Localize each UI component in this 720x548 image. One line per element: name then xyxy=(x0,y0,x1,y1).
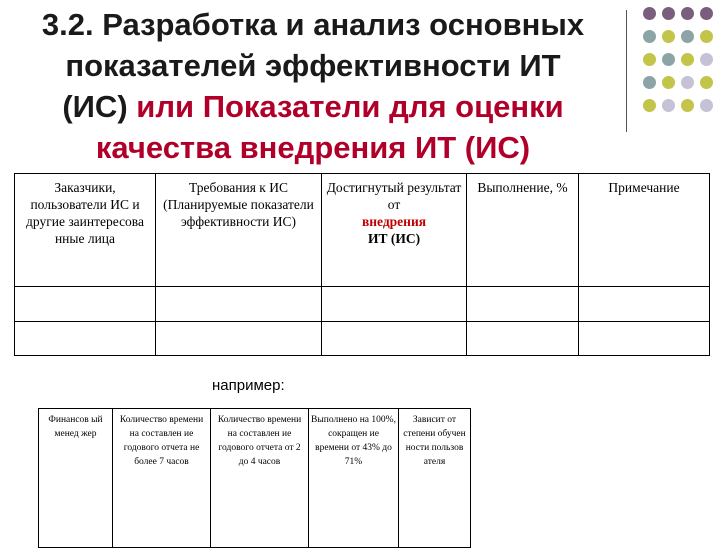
example-requirement: Количество времени на составлен ие годового отчета не более 7 часов xyxy=(113,409,211,548)
decorative-dot xyxy=(643,99,656,112)
decorative-dot xyxy=(662,99,675,112)
title-line-4: качества внедрения ИТ (ИС) xyxy=(95,130,531,165)
header-result-red-word: внедрения xyxy=(361,214,427,229)
title-line-3 xyxy=(8,86,618,127)
example-table xyxy=(38,408,471,548)
header-notes: Примечание xyxy=(579,174,710,287)
empty-row-2 xyxy=(15,321,710,356)
decorative-dot xyxy=(700,7,713,20)
title-line-3-red: или Показатели для оценки xyxy=(127,89,564,124)
example-result: Количество времени на составлен ие годового отчета от 2 до 4 часов xyxy=(211,409,309,548)
decorative-dot xyxy=(662,76,675,89)
slide-title xyxy=(8,4,618,168)
decorative-dot xyxy=(700,99,713,112)
decorative-dot xyxy=(681,7,694,20)
title-divider xyxy=(626,10,627,132)
example-row xyxy=(39,409,471,548)
decorative-dot xyxy=(643,76,656,89)
header-result: Достигнутый результат от внедрения ИТ (ИС) xyxy=(322,174,467,287)
decorative-dot xyxy=(662,53,675,66)
decorative-dot xyxy=(700,76,713,89)
decorative-dot xyxy=(700,53,713,66)
header-completion: Выполнение, % xyxy=(467,174,579,287)
title-line-2: показателей эффективности ИТ xyxy=(65,48,561,83)
example-completion: Выполнено на 100%, сокращен ие времени от 43% до 71% xyxy=(309,409,399,548)
decorative-dot xyxy=(681,30,694,43)
empty-row-1 xyxy=(15,287,710,322)
indicators-header-row xyxy=(15,174,710,287)
title-line-1: 3.2. Разработка и анализ основных xyxy=(41,7,585,42)
example-label: например: xyxy=(212,377,285,394)
decorative-dot xyxy=(700,30,713,43)
decorative-dot xyxy=(643,30,656,43)
header-customers: Заказчики, пользователи ИС и другие заинтересова нные лица xyxy=(15,174,156,287)
indicators-table xyxy=(14,173,710,356)
title-line-3-dark: (ИС) xyxy=(62,89,128,124)
example-note: Зависит от степени обучен ности пользов ателя xyxy=(399,409,471,548)
decorative-dot xyxy=(681,76,694,89)
decorative-dot xyxy=(643,53,656,66)
header-requirements: Требования к ИС (Планируемые показатели эффективности ИС) xyxy=(156,174,322,287)
decorative-dot xyxy=(643,7,656,20)
example-role: Финансов ый менед жер xyxy=(39,409,113,548)
decorative-dot xyxy=(662,30,675,43)
decorative-dot xyxy=(681,53,694,66)
decorative-dot xyxy=(662,7,675,20)
decorative-dot xyxy=(681,99,694,112)
